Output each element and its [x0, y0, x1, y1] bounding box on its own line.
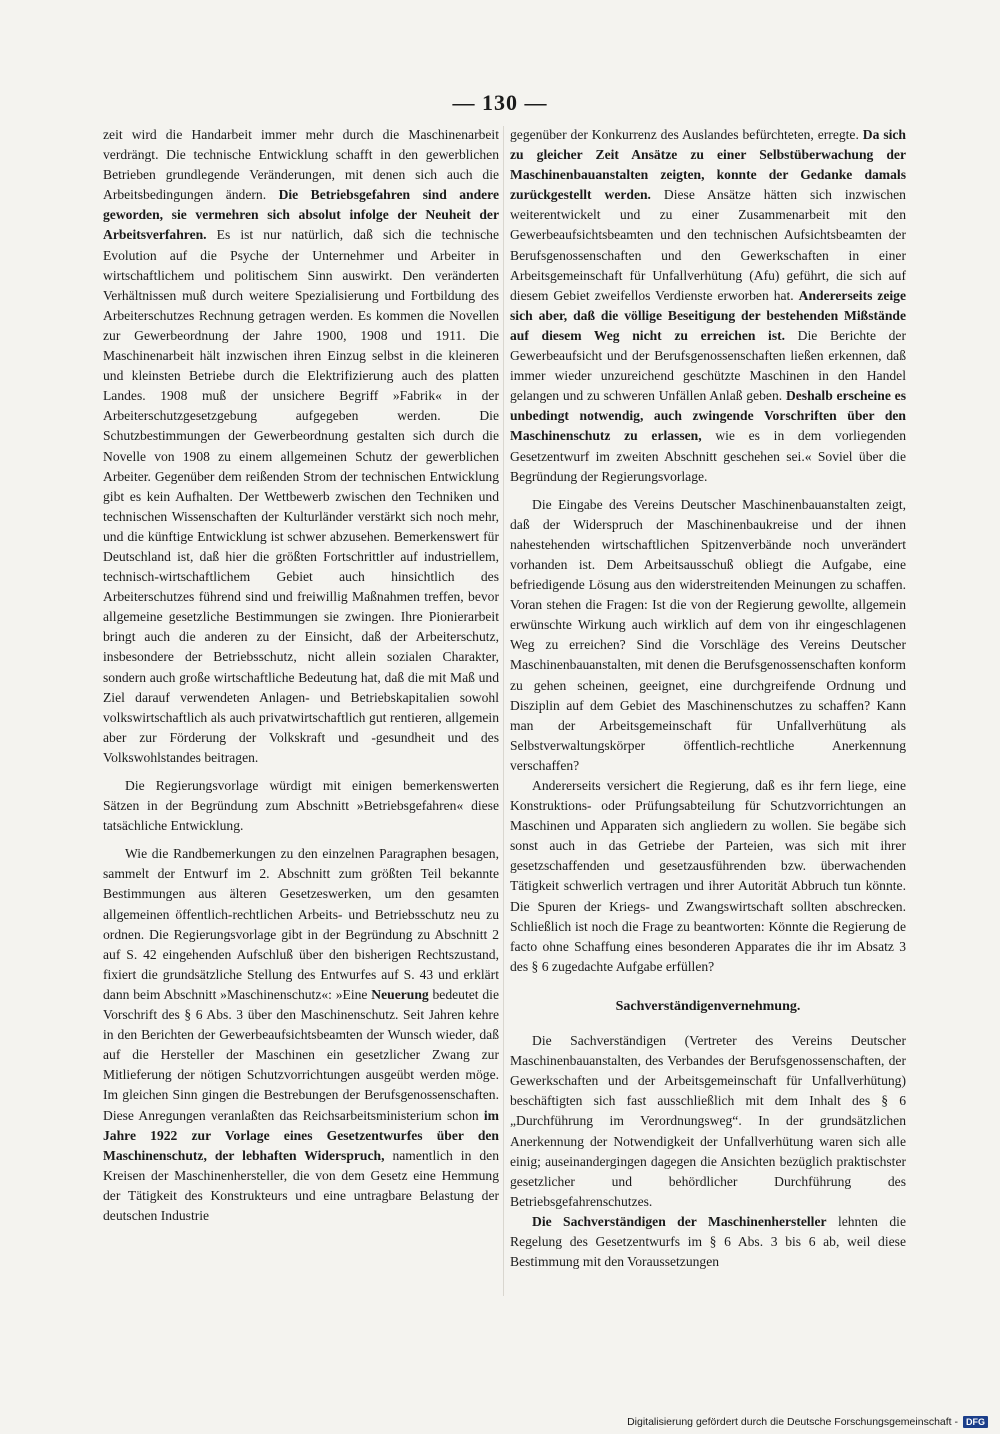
text-segment: Wie die Randbemerkungen zu den einzelnen Paragraphen besagen, sammelt der Entwurf im 2. Abschnitt zum größten Teil bekannte Bestimmungen aus älteren Gesetzeswerken, um den gesamten allgemeinen öffentlich-rechtlichen Arbeits- und Betriebsschutz neu zu ordnen. Die Regierungsvorlage gibt in der Begründung zu Abschnitt 2 auf S. 42 eingehenden Aufschluß über den bisherigen Rechtszustand, fixiert die grundsätzliche Stellung des Entwurfes auf S. 43 und erklärt dann beim Abschnitt »Maschinenschutz«: »Eine [103, 846, 499, 1002]
right-paragraph-4: Die Sachverständigen (Vertreter des Vereins Deutscher Maschinenbauanstalten, des Verbandes der Berufsgenossenschaften, der Gewerkschaften und der Arbeitsgemeinschaft für Unfallverhütung) beschäftigten sich fast ausschließlich mit dem Inhalt des § 6 „Durchführung im Verordnungsweg“. In der grundsätzlichen Anerkennung der Notwendigkeit der Unfallverhütung waren sich alle einig; auseinandergingen dagegen die Ansichten bezüglich praktischster gesetzlicher und behördlicher Durchführung des Betriebsgefahrenschutzes. [510, 1033, 906, 1209]
footer-credit [627, 1416, 988, 1428]
left-paragraph-3 [103, 844, 499, 1226]
left-paragraph-1 [103, 125, 499, 768]
text-segment: lehnten die Regelung des Gesetzentwurfs im § 6 Abs. 3 bis 6 ab, weil diese Bestimmung mit den Voraussetzungen [510, 1213, 906, 1270]
footer-text: Digitalisierung gefördert durch die Deutsche Forschungsgemeinschaft - [627, 1416, 958, 1428]
text-segment: Die Berichte der Gewerbeaufsicht und der Berufsgenossenschaften ließen erkennen, daß immer wieder unzureichend geschützte Maschinen in den Handel gelangen und zu schweren Unfällen Anlaß geben. [510, 327, 906, 404]
bold-segment: Die Sachverständigen der Maschinenhersteller [532, 1213, 827, 1229]
text-segment: namentlich in den Kreisen der Maschinenhersteller, die von dem Gesetz eine Hemmung der Tätigkeit des Konstrukteurs und eine untragbare Belastung der deutschen Industrie [103, 1147, 499, 1223]
page-number: — 130 — [452, 90, 548, 115]
bold-segment: Da sich zu gleicher Zeit Ansätze zu einer Selbstüberwachung der Maschinenbauanstalten zeigten, konnte der Gedanke damals zurückgestellt werden. [510, 127, 906, 203]
text-segment: bedeutet die Vorschrift des § 6 Abs. 3 über den Maschinenschutz. Seit Jahren kehre in den Berichten der Gewerbeaufsichtsbeamten der Wunsch wieder, daß auf die Hersteller der Maschinen ein gesetzlicher Zwang zur Mitlieferung der nötigen Schutzvorrichtungen ausgeübt werden möge. Im gleichen Sinn gingen die Bestrebungen der Berufsgenossenschaften. Diese Anregungen veranlaßten das Reichsarbeitsministerium schon [103, 986, 499, 1123]
bold-segment: Andererseits zeige sich aber, daß die völlige Beseitigung der bestehenden Mißstände auf diesem Weg nicht zu erreichen ist. [510, 287, 906, 343]
bold-segment: im Jahre 1922 zur Vorlage eines Gesetzentwurfes über den Maschinenschutz, der lebhaften Widerspruch, [103, 1107, 499, 1163]
section-heading: Sachverständigenvernehmung. [615, 998, 801, 1014]
right-paragraph-5 [510, 1212, 906, 1272]
text-segment: zeit wird die Handarbeit immer mehr durch die Maschinenarbeit verdrängt. Die technische Entwicklung schafft in den gewerblichen Betrieben grundlegende Veränderungen, mit denen sich auch die Arbeitsbedingungen ändern. [103, 127, 499, 203]
text-segment: Diese Ansätze hätten sich inzwischen weiterentwickelt und zu einer Zusammenarbeit mit den Gewerbeaufsichtsbeamten und den technischen Aufsichtsbeamten der Berufsgenossenschaften und den Gewerkschaften in einer Arbeitsgemeinschaft für Unfallverhütung (Afu) geführt, die sich auf diesem Gebiet zweifellos Verdienste erworben hat. [510, 187, 906, 303]
left-paragraph-2: Die Regierungsvorlage würdigt mit einigen bemerkenswerten Sätzen in der Begründung zum Abschnitt »Betriebsgefahren« diese tatsächliche Entwicklung. [103, 778, 499, 834]
left-column [103, 125, 499, 1226]
bold-segment: Die Betriebsgefahren sind andere geworden, sie vermehren sich absolut infolge der Neuheit der Arbeitsverfahren. [103, 187, 500, 243]
text-segment: gegenüber der Konkurrenz des Auslandes befürchteten, erregte. [510, 127, 863, 142]
column-divider [503, 126, 504, 1296]
bold-segment: Deshalb erscheine es unbedingt notwendig, auch zwingende Vorschriften über den Maschinenschutz zu erlassen, [510, 388, 907, 444]
right-paragraph-1 [510, 125, 906, 487]
right-paragraph-3: Andererseits versichert die Regierung, daß es ihr fern liege, eine Konstruktions- oder Prüfungsabteilung für Schutzvorrichtungen an Maschinen und Apparaten sich angliedern zu wollen. Sie begäbe sich sonst auch in das Getriebe der Parteien, was sich mit ihrer gesetzschaffenden und gesetzausführenden bzw. überwachenden Tätigkeit schwerlich vertragen und ihrer Autorität Abbruch tun könnte. Die Spuren der Kriegs- und Zwangswirtschaft sollten abschrecken. Schließlich ist noch die Frage zu beantworten: Könnte die Regierung de facto ohne Schaffung eines besonderen Apparates die ihr im Absatz 3 des § 6 zugedachte Aufgabe erfüllen? [510, 778, 906, 974]
text-segment: Es ist nur natürlich, daß sich die technische Evolution auf die Psyche der Unternehmer und Arbeiter in wirtschaftlichem und politischem Sinn auswirkt. Den veränderten Verhältnissen muß durch weitere Spezialisierung und Fortbildung des Arbeiterschutzes Rechnung getragen werden. Es kommen die Novellen zur Gewerbeordnung der Jahre 1900, 1908 und 1911. Die Maschinenarbeit hält inzwischen ihren Einzug selbst in die kleineren und kleinsten Betriebe durch die Elektrifizierung auch des platten Landes. 1908 muß der unsichere Begriff »Fabrik« in der Arbeiterschutzgesetzgebung aufgegeben werden. Die Schutzbestimmungen der Gewerbeordnung gestalten sich durch die Novelle von 1908 zu einem allgemeinen Schutz der gewerblichen Arbeiter. Gegenüber dem reißenden Strom der technischen Entwicklung gibt es kein Aufhalten. Der Wettbewerb zwischen den Techniken und technischen Wissenschaften der Kulturländer verstärkt sich noch mehr, und die künftige Entwicklung ist schwer abzusehen. Bemerkenswert für Deutschland ist, daß hier die größten Fortschrittler auf industriellem, technisch-wirtschaftlichem Gebiet auch hinsichtlich des Arbeiterschutzes führend sind und freiwillig Maßnahmen treffen, bevor allgemeine gesetzliche Bestimmungen sie zwingen. Ihre Pionierarbeit bringt auch die anderen zu der Einsicht, daß der Arbeiterschutz, insbesondere der Betriebsschutz, nicht allein sozialen Charakter, sondern auch große wirtschaftliche Bedeutung hat, daß die mit Maß und Ziel darauf verwendeten Anlagen- und Betriebskapitalien sowohl volkswirtschaftlich als auch privatwirtschaftlich gut rentieren, allgemein aber zur Förderung der Volkskraft und -gesundheit und des Volkswohlstandes beitragen. [103, 227, 499, 765]
dfg-logo-icon: DFG [963, 1416, 988, 1428]
right-column [510, 125, 906, 1272]
right-paragraph-2: Die Eingabe des Vereins Deutscher Maschinenbauanstalten zeigt, daß der Widerspruch der Maschinenbaukreise und der ihnen nahestehenden wirtschaftlichen Spitzenverbände noch unverändert vorhanden ist. Dem Arbeitsausschuß obliegt die Aufgabe, eine befriedigende Lösung aus den widerstreitenden Meinungen zu schaffen. Voran stehen die Fragen: Ist die von der Regierung gewollte, allgemein erwünschte Wirkung auch wirklich auf dem von ihr eingeschlagenen Weg zu erreichen? Sind die Vorschläge des Vereins Deutscher Maschinenbauanstalten, mit denen die Berufsgenossenschaften konform zu gehen scheinen, geeignet, eine durchgreifende Ordnung und Disziplin auf dem Gebiet des Maschinenschutzes zu schaffen? Kann man der Arbeitsgemeinschaft für Unfallverhütung als Selbstverwaltungskörper öffentlich-rechtliche Anerkennung verschaffen? [510, 496, 906, 773]
bold-segment: Neuerung [371, 986, 429, 1002]
text-segment: wie es in dem vorliegenden Gesetzentwurf im zweiten Abschnitt geschehen sei.« Soviel über die Begründung der Regierungsvorlage. [510, 428, 906, 484]
